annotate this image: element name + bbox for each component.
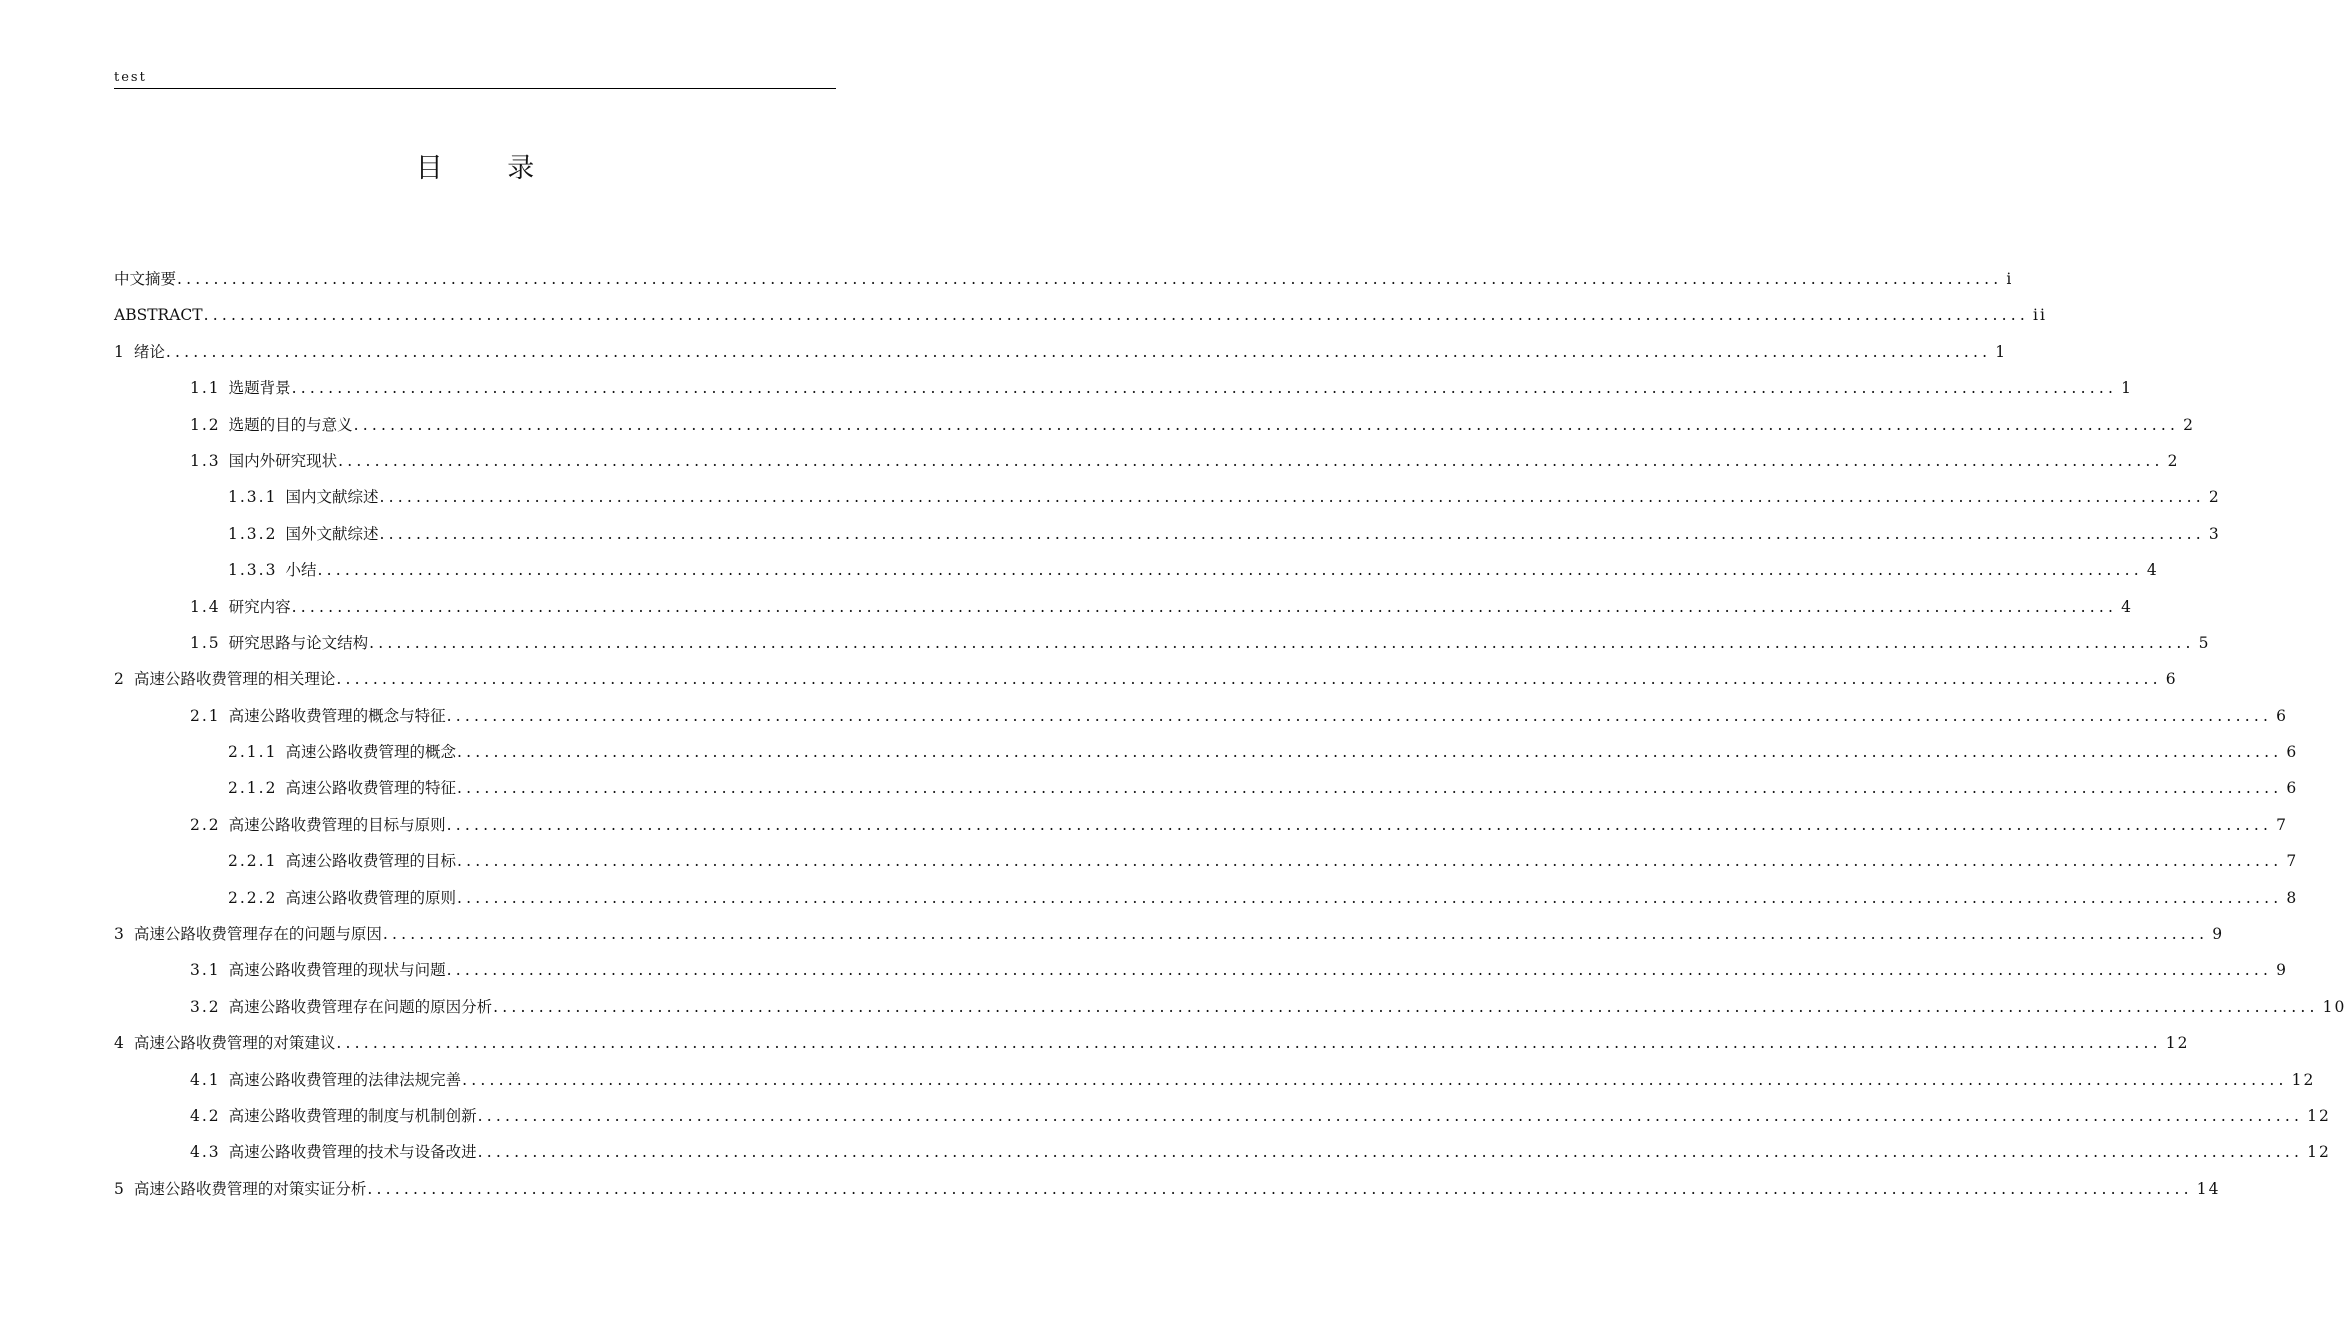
toc-entry[interactable] xyxy=(114,480,2221,516)
toc-section-title: 高速公路收费管理的制度与机制创新 xyxy=(228,1106,477,1125)
toc-entry-label xyxy=(228,517,378,551)
toc-title: 目 录 xyxy=(415,153,563,184)
toc-section-number: 3.2 xyxy=(190,997,221,1016)
toc-section-title: ABSTRACT xyxy=(114,306,203,325)
toc-section-number: 2.2.2 xyxy=(228,888,278,907)
toc-page-number: 12 xyxy=(2307,1106,2331,1125)
toc-section-number: 4 xyxy=(114,1034,126,1053)
toc-dot-leader: ........................................................................................................................................................................................................ xyxy=(353,415,2180,434)
toc-entry-label xyxy=(190,444,337,478)
toc-entry-label xyxy=(190,408,353,442)
toc-entry-label xyxy=(114,917,382,951)
toc-entry[interactable] xyxy=(114,1135,2331,1171)
toc-entry[interactable] xyxy=(114,771,2299,807)
toc-dot-leader: ........................................................................................................................................................................................................ xyxy=(456,888,2283,907)
toc-page-number: 12 xyxy=(2307,1143,2331,1162)
toc-dot-leader: ........................................................................................................................................................................................................ xyxy=(165,342,1992,361)
toc-page-number: 3 xyxy=(2208,524,2221,543)
toc-section-number: 4.3 xyxy=(190,1143,221,1162)
toc-section-title: 国内外研究现状 xyxy=(228,451,338,470)
toc-page-number: 2 xyxy=(2167,451,2180,470)
toc-section-title: 高速公路收费管理的目标 xyxy=(285,852,456,871)
toc-entry[interactable] xyxy=(114,953,2288,989)
toc-dot-leader: ........................................................................................................................................................................................................ xyxy=(317,561,2143,580)
toc-page-number: 9 xyxy=(2276,961,2288,980)
toc-entry-label xyxy=(228,844,456,878)
toc-entry-label xyxy=(190,990,492,1024)
toc-entry[interactable] xyxy=(114,408,2195,444)
toc-dot-leader: ........................................................................................................................................................................................................ xyxy=(456,779,2283,798)
toc-section-number: 1 xyxy=(114,342,126,361)
toc-entry-label xyxy=(228,553,316,587)
toc-dot-leader: ........................................................................................................................................................................................................ xyxy=(369,633,2195,652)
toc-entry[interactable] xyxy=(114,735,2299,771)
toc-section-title: 研究思路与论文结构 xyxy=(228,633,369,652)
toc-dot-leader: ........................................................................................................................................................................................................ xyxy=(446,706,2273,725)
toc-section-number: 1.2 xyxy=(190,415,221,434)
toc-entry-label xyxy=(114,662,335,696)
toc-entry[interactable] xyxy=(114,335,2008,371)
toc-dot-leader: ........................................................................................................................................................................................................ xyxy=(477,1143,2304,1162)
toc-section-title: 选题背景 xyxy=(228,379,291,398)
page-header xyxy=(114,68,836,89)
toc-entry[interactable] xyxy=(114,881,2299,917)
toc-entry[interactable] xyxy=(114,699,2288,735)
toc-page-number: 4 xyxy=(2146,561,2159,580)
toc-page-number: 12 xyxy=(2291,1070,2316,1089)
toc-dot-leader: ........................................................................................................................................................................................................ xyxy=(336,1034,2162,1053)
toc-section-title: 高速公路收费管理存在的问题与原因 xyxy=(133,925,382,944)
header-text: test xyxy=(114,70,147,85)
toc-section-number: 2.1.1 xyxy=(228,743,278,762)
toc-page-number: 6 xyxy=(2165,670,2178,689)
table-of-contents xyxy=(114,262,2346,1208)
toc-entry-label xyxy=(190,590,291,624)
toc-section-title: 研究内容 xyxy=(228,597,291,616)
toc-section-title: 高速公路收费管理的概念 xyxy=(285,743,456,762)
toc-page-number: ii xyxy=(2033,306,2047,325)
toc-entry-label xyxy=(190,953,446,987)
toc-page-number: 6 xyxy=(2286,743,2299,762)
toc-entry[interactable] xyxy=(114,662,2178,698)
toc-entry[interactable] xyxy=(114,917,2225,953)
toc-section-number: 1.1 xyxy=(190,379,221,398)
toc-section-title: 国外文献综述 xyxy=(285,524,379,543)
toc-section-number: 1.3 xyxy=(190,451,221,470)
toc-dot-leader: ........................................................................................................................................................................................................ xyxy=(462,1070,2288,1089)
toc-section-title: 高速公路收费管理的对策建议 xyxy=(133,1034,336,1053)
toc-dot-leader: ........................................................................................................................................................................................................ xyxy=(338,451,2164,470)
toc-page-number: 8 xyxy=(2286,888,2299,907)
toc-section-number: 5 xyxy=(114,1179,126,1198)
toc-entry[interactable] xyxy=(114,553,2159,589)
toc-entry-label xyxy=(228,480,378,514)
toc-dot-leader: ........................................................................................................................................................................................................ xyxy=(379,488,2205,507)
toc-section-title: 高速公路收费管理的对策实证分析 xyxy=(133,1179,367,1198)
toc-dot-leader: ........................................................................................................................................................................................................ xyxy=(493,997,2319,1016)
toc-dot-leader: ........................................................................................................................................................................................................ xyxy=(336,670,2162,689)
toc-page-number: 12 xyxy=(2165,1034,2190,1053)
toc-entry[interactable] xyxy=(114,1172,2221,1208)
toc-entry-label xyxy=(114,298,203,332)
toc-page-number: 14 xyxy=(2196,1179,2221,1198)
toc-entry[interactable] xyxy=(114,1026,2190,1062)
toc-page-number: 5 xyxy=(2198,633,2211,652)
toc-section-title: 国内文献综述 xyxy=(285,488,379,507)
toc-entry[interactable] xyxy=(114,298,2047,334)
toc-section-number: 1.4 xyxy=(190,597,221,616)
toc-dot-leader: ........................................................................................................................................................................................................ xyxy=(446,961,2273,980)
toc-entry[interactable] xyxy=(114,990,2346,1026)
toc-section-number: 2.1 xyxy=(190,706,221,725)
toc-entry-label xyxy=(114,1172,366,1206)
toc-entry[interactable] xyxy=(114,1099,2331,1135)
toc-section-title: 中文摘要 xyxy=(114,270,177,288)
toc-entry-label xyxy=(114,262,176,296)
toc-section-number: 3 xyxy=(114,925,126,944)
toc-entry-label xyxy=(190,1099,477,1133)
toc-page-number: 6 xyxy=(2286,779,2299,798)
toc-entry-label xyxy=(114,1026,335,1060)
toc-section-title: 高速公路收费管理的目标与原则 xyxy=(228,815,446,834)
toc-dot-leader: ........................................................................................................................................................................................................ xyxy=(203,306,2030,325)
toc-entry-label xyxy=(190,1063,461,1097)
toc-dot-leader: ........................................................................................................................................................................................................ xyxy=(367,1179,2193,1198)
toc-section-title: 高速公路收费管理的概念与特征 xyxy=(228,706,446,725)
toc-section-number: 4.1 xyxy=(190,1070,221,1089)
toc-section-title: 高速公路收费管理的原则 xyxy=(285,888,456,907)
toc-page-number: 7 xyxy=(2276,815,2288,834)
toc-section-number: 2 xyxy=(114,670,126,689)
toc-dot-leader: ........................................................................................................................................................................................................ xyxy=(291,597,2118,616)
toc-entry-label xyxy=(228,771,456,805)
toc-entry[interactable] xyxy=(114,590,2133,626)
toc-page-number: 2 xyxy=(2183,415,2195,434)
toc-section-number: 2.1.2 xyxy=(228,779,278,798)
toc-section-title: 绪论 xyxy=(133,342,165,361)
toc-dot-leader: ........................................................................................................................................................................................................ xyxy=(177,270,2003,288)
toc-page-number: 1 xyxy=(1995,342,2008,361)
toc-section-title: 高速公路收费管理的技术与设备改进 xyxy=(228,1143,477,1162)
toc-entry-label xyxy=(190,626,368,660)
toc-entry[interactable] xyxy=(114,626,2211,662)
toc-entry[interactable] xyxy=(114,844,2299,880)
toc-page-number: 6 xyxy=(2276,706,2288,725)
toc-entry[interactable] xyxy=(114,444,2180,480)
toc-entry[interactable] xyxy=(114,262,2014,298)
toc-dot-leader: ........................................................................................................................................................................................................ xyxy=(446,815,2273,834)
toc-entry-label xyxy=(190,1135,477,1169)
toc-page-number: 1 xyxy=(2121,379,2133,398)
toc-section-number: 2.2.1 xyxy=(228,852,278,871)
toc-page-number: 9 xyxy=(2212,925,2225,944)
toc-entry-label xyxy=(190,371,291,405)
toc-section-number: 1.3.3 xyxy=(228,561,278,580)
toc-entry[interactable] xyxy=(114,517,2221,553)
toc-section-title: 高速公路收费管理的法律法规完善 xyxy=(228,1070,462,1089)
toc-page-number: 2 xyxy=(2208,488,2221,507)
toc-page-number: i xyxy=(2006,270,2014,288)
toc-entry[interactable] xyxy=(114,808,2288,844)
toc-entry-label xyxy=(228,881,456,915)
toc-section-number: 1.3.2 xyxy=(228,524,278,543)
toc-entry-label xyxy=(190,808,446,842)
toc-section-title: 高速公路收费管理的相关理论 xyxy=(133,670,336,689)
toc-section-title: 高速公路收费管理的特征 xyxy=(285,779,456,798)
toc-dot-leader: ........................................................................................................................................................................................................ xyxy=(456,743,2283,762)
toc-section-title: 小结 xyxy=(285,561,317,580)
toc-section-number: 2.2 xyxy=(190,815,221,834)
toc-dot-leader: ........................................................................................................................................................................................................ xyxy=(477,1106,2304,1125)
toc-dot-leader: ........................................................................................................................................................................................................ xyxy=(456,852,2283,871)
toc-section-number: 4.2 xyxy=(190,1106,221,1125)
toc-page-number: 10 xyxy=(2322,997,2346,1016)
toc-entry-label xyxy=(190,699,446,733)
toc-dot-leader: ........................................................................................................................................................................................................ xyxy=(379,524,2205,543)
toc-section-title: 高速公路收费管理的现状与问题 xyxy=(228,961,446,980)
toc-section-number: 3.1 xyxy=(190,961,221,980)
toc-entry-label xyxy=(228,735,456,769)
toc-entry[interactable] xyxy=(114,371,2133,407)
toc-section-title: 选题的目的与意义 xyxy=(228,415,353,434)
toc-page-number: 7 xyxy=(2286,852,2299,871)
toc-dot-leader: ........................................................................................................................................................................................................ xyxy=(291,379,2118,398)
toc-entry-label xyxy=(114,335,165,369)
toc-page-number: 4 xyxy=(2121,597,2133,616)
toc-entry[interactable] xyxy=(114,1063,2316,1099)
toc-section-number: 1.5 xyxy=(190,633,221,652)
toc-section-number: 1.3.1 xyxy=(228,488,278,507)
toc-dot-leader: ........................................................................................................................................................................................................ xyxy=(382,925,2209,944)
toc-section-title: 高速公路收费管理存在问题的原因分析 xyxy=(228,997,493,1016)
